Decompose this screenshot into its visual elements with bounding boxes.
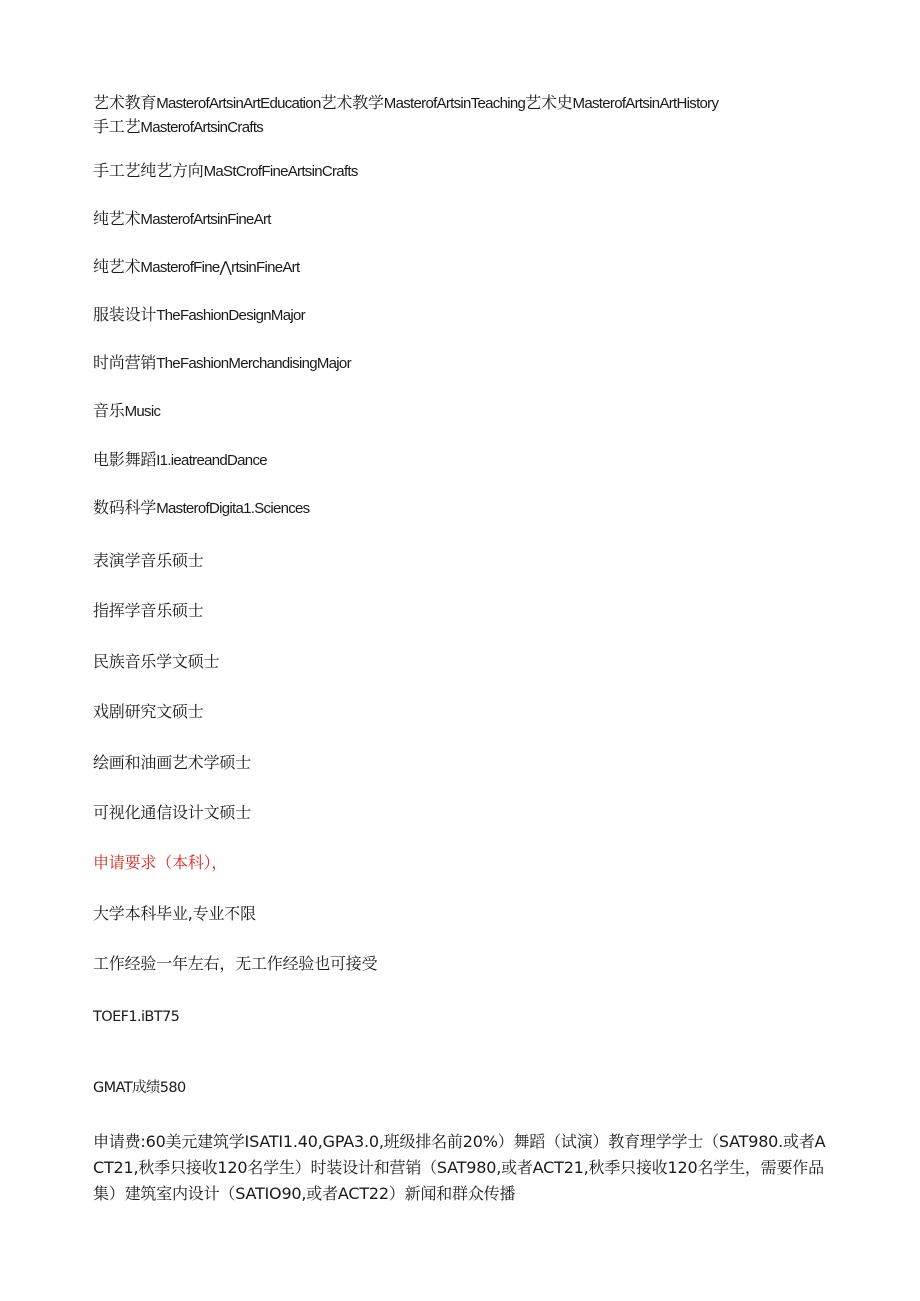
program-line bbox=[93, 448, 267, 473]
program-name-en: MasterofFine⋀rtsinFineArt bbox=[140, 259, 300, 276]
program-line bbox=[93, 303, 305, 328]
requirement-line: 大学本科毕业,专业不限 bbox=[93, 904, 256, 923]
program-name-en: MasterofArtsinArtHistory bbox=[572, 95, 719, 112]
requirement-line: TOEF1.iBT75 bbox=[93, 1009, 180, 1025]
program-name-zh: 艺术教学 bbox=[320, 93, 384, 112]
degree-line: 民族音乐学文硕士 bbox=[93, 652, 220, 671]
requirement-line: 工作经验一年左右，无工作经验也可接受 bbox=[93, 954, 378, 973]
program-name-en: MasterofDigita1.Sciences bbox=[156, 500, 310, 517]
program-name-zh: 纯艺术 bbox=[93, 257, 141, 276]
degree-line: 绘画和油画艺术学硕士 bbox=[93, 753, 252, 772]
program-name-zh: 服装设计 bbox=[93, 305, 157, 324]
program-name-en: MaStCrofFineArtsinCrafts bbox=[203, 163, 358, 180]
program-name-zh: 时尚营销 bbox=[93, 353, 157, 372]
program-name-zh: 手工艺 bbox=[93, 117, 141, 136]
degree-line: 可视化通信设计文硕士 bbox=[93, 803, 252, 822]
program-name-zh: 艺术教育 bbox=[93, 93, 157, 112]
program-name-zh: 数码科学 bbox=[93, 498, 157, 517]
program-line bbox=[93, 159, 358, 184]
program-line bbox=[93, 115, 263, 140]
program-line bbox=[93, 207, 271, 232]
program-name-en: TheFashionDesignMajor bbox=[156, 307, 305, 324]
program-line bbox=[93, 255, 299, 280]
program-line bbox=[93, 351, 351, 376]
program-name-en: TheFashionMerchandisingMajor bbox=[156, 355, 351, 372]
program-name-en: I1.ieatreandDance bbox=[156, 452, 267, 469]
requirements-heading: 申请要求（本科）， bbox=[93, 853, 228, 872]
fee-paragraph: 申请费:60美元建筑学ISATI1.40,GPA3.0,班级排名前20%）舞蹈（试演）教育理学学士（SAT980.或者ACT21,秋季只接收120名学生）时装设计和营销（SAT980,或者ACT21,秋季只接收120名学生，需要作品集）建筑室内设计（SATIO90,或者ACT22）新闻和群众传播 bbox=[93, 1132, 826, 1203]
program-name-en: MasterofArtsinTeaching bbox=[383, 95, 526, 112]
program-name-en: MasterofArtsinArtEducation bbox=[156, 95, 321, 112]
program-name-en: Music bbox=[124, 403, 161, 420]
program-name-zh: 纯艺术 bbox=[93, 209, 141, 228]
program-name-en: MasterofArtsinCrafts bbox=[140, 119, 264, 136]
program-name-zh: 手工艺纯艺方向 bbox=[93, 161, 204, 180]
degree-line: 指挥学音乐硕士 bbox=[93, 601, 204, 620]
program-line bbox=[93, 399, 160, 424]
program-line bbox=[93, 91, 718, 116]
program-name-en: MasterofArtsinFineArt bbox=[140, 211, 271, 228]
program-name-zh: 电影舞蹈 bbox=[93, 450, 157, 469]
program-line bbox=[93, 496, 309, 521]
program-name-zh: 音乐 bbox=[93, 401, 125, 420]
program-name-zh: 艺术史 bbox=[525, 93, 573, 112]
degree-line: 戏剧研究文硕士 bbox=[93, 702, 204, 721]
degree-line: 表演学音乐硕士 bbox=[93, 551, 204, 570]
requirement-line: GMAT成绩580 bbox=[93, 1080, 186, 1096]
